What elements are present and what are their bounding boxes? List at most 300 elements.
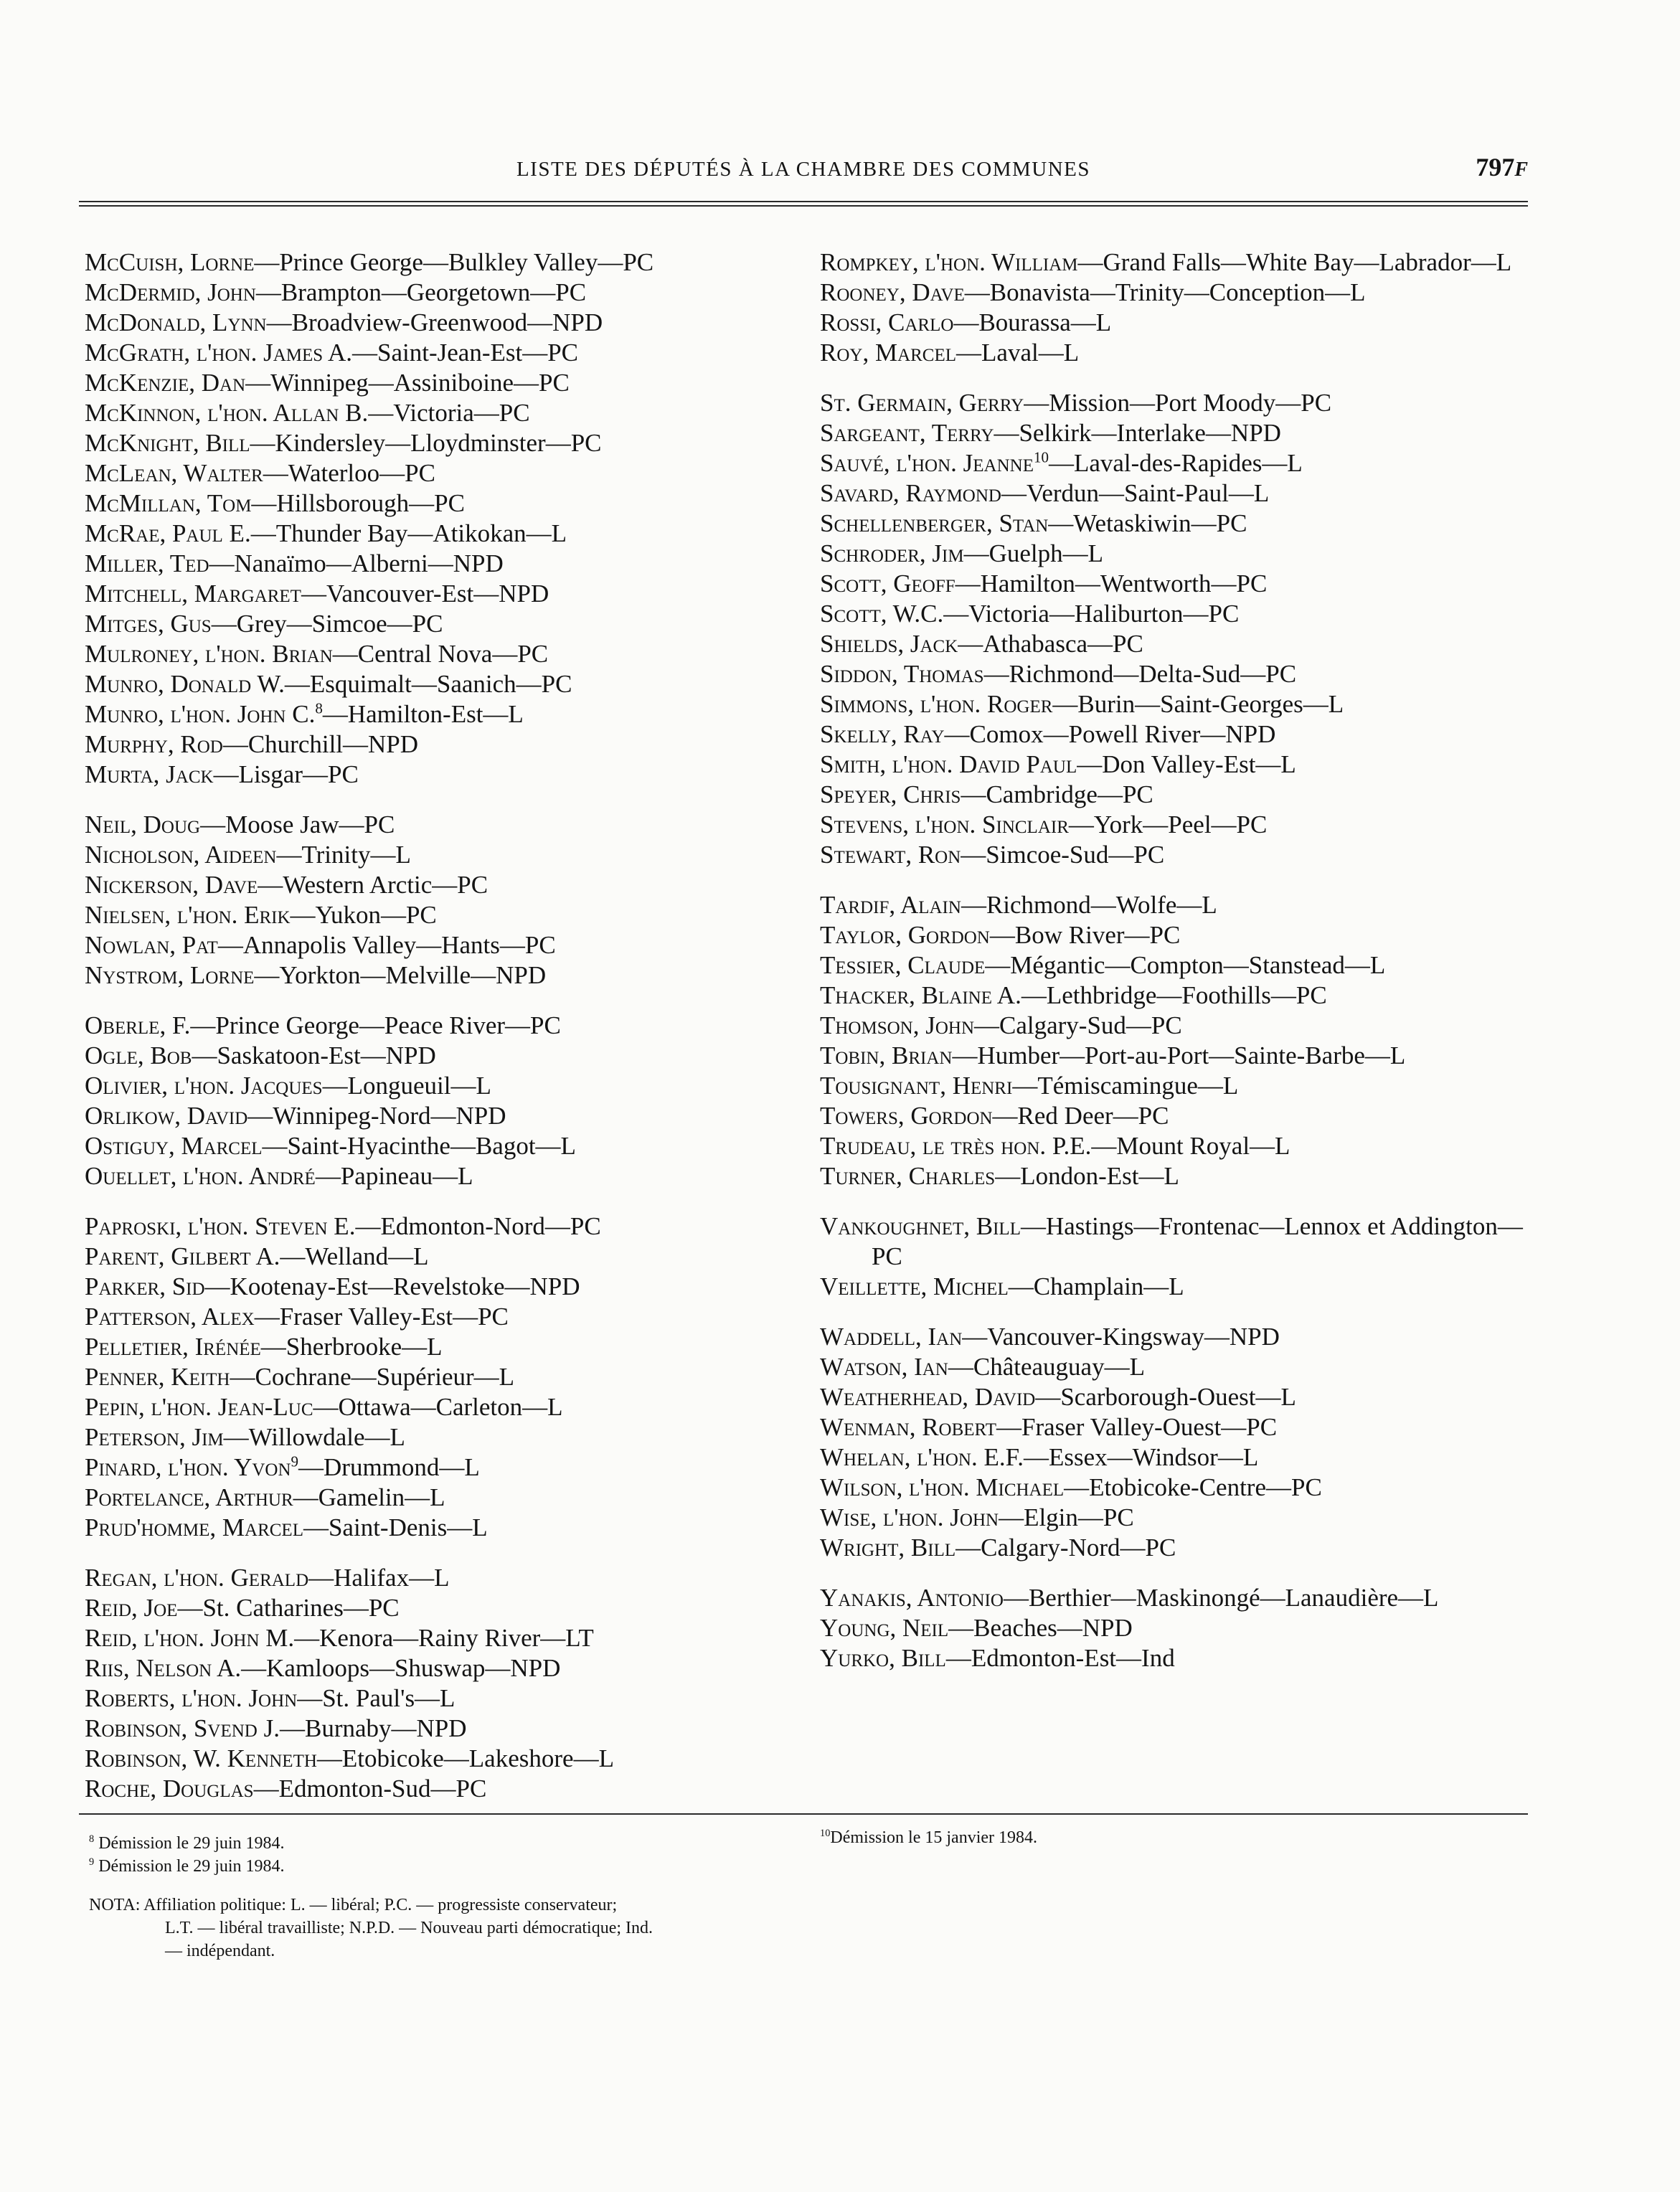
riding-party: —Saint-Denis—L: [303, 1513, 488, 1541]
member-name: Pinard, l'hon. Yvon: [85, 1453, 291, 1481]
riding-party: —Yukon—PC: [290, 901, 437, 929]
member-entry: [820, 247, 1530, 278]
member-name: Patterson, Alex: [85, 1303, 255, 1331]
member-entry: [85, 549, 802, 579]
member-name: McKnight, Bill: [85, 429, 250, 457]
member-name: Neil, Doug: [85, 811, 201, 838]
footnote-rule: [79, 1813, 1528, 1815]
riding-party: —Essex—Windsor—L: [1024, 1443, 1259, 1471]
member-name: Robinson, W. Kenneth: [85, 1744, 317, 1772]
member-entry: [85, 669, 802, 699]
member-entry: [85, 1714, 802, 1744]
member-entry: [85, 810, 802, 840]
riding-party: —Wetaskiwin—PC: [1048, 509, 1247, 537]
riding-party: —Champlain—L: [1008, 1272, 1184, 1300]
member-name: Portelance, Arthur: [85, 1483, 293, 1511]
member-group: [820, 1583, 1530, 1673]
riding-party: —Kenora—Rainy River—LT: [294, 1624, 594, 1652]
member-entry: [820, 1272, 1530, 1302]
member-entry: [85, 1483, 802, 1513]
member-name: Stevens, l'hon. Sinclair: [820, 811, 1069, 838]
member-name: Mitges, Gus: [85, 610, 212, 638]
member-name: Scott, W.C.: [820, 600, 944, 628]
member-entry: [85, 1242, 802, 1272]
member-entry: [85, 579, 802, 609]
member-name: Tousignant, Henri: [820, 1072, 1013, 1100]
member-name: McDermid, John: [85, 278, 256, 306]
member-group: [85, 810, 802, 991]
member-name: Ostiguy, Marcel: [85, 1132, 263, 1160]
riding-party: —Selkirk—Interlake—NPD: [994, 419, 1281, 447]
riding-party: —Fraser Valley-Ouest—PC: [996, 1413, 1278, 1441]
member-name: Young, Neil: [820, 1614, 949, 1642]
riding-party: —Châteauguay—L: [948, 1353, 1145, 1381]
member-group: [820, 890, 1530, 1191]
riding-party: —Winnipeg—Assiniboine—PC: [245, 369, 570, 397]
footnote-ref: 8: [315, 699, 323, 717]
member-entry: [85, 368, 802, 398]
member-entry: [820, 1161, 1530, 1191]
member-name: Reid, l'hon. John M.: [85, 1624, 295, 1652]
riding-party: —Brampton—Georgetown—PC: [255, 278, 587, 306]
member-name: Sargeant, Terry: [820, 419, 994, 447]
member-name: McDonald, Lynn: [85, 308, 267, 336]
riding-party: —Grey—Simcoe—PC: [211, 610, 443, 638]
member-name: Riis, Nelson A.: [85, 1654, 242, 1682]
page-number: 797F: [1476, 153, 1528, 181]
member-entry: [85, 1161, 802, 1191]
riding-party: —Burin—Saint-Georges—L: [1052, 690, 1344, 718]
member-entry: [85, 1774, 802, 1804]
member-name: McRae, Paul E.: [85, 519, 251, 547]
member-name: Wenman, Robert: [820, 1413, 996, 1441]
riding-party: —Halifax—L: [308, 1564, 450, 1592]
riding-party: —Fraser Valley-Est—PC: [254, 1303, 509, 1331]
member-entry: [85, 960, 802, 991]
member-name: Rooney, Dave: [820, 278, 965, 306]
member-group: [85, 1563, 802, 1804]
riding-party: —Papineau—L: [315, 1162, 473, 1190]
member-entry: [85, 609, 802, 639]
member-name: Skelly, Ray: [820, 720, 945, 748]
riding-party: —Vancouver-Kingsway—NPD: [962, 1323, 1280, 1351]
member-entry: [820, 1613, 1530, 1643]
nota-line: L.T. — libéral travailliste; N.P.D. — Nouveau parti démocratique; Ind.: [165, 1919, 653, 1937]
nota-line: — indépendant.: [165, 1942, 275, 1960]
riding-party: —Simcoe-Sud—PC: [961, 841, 1165, 869]
page-suffix: F: [1514, 159, 1528, 181]
member-name: Yurko, Bill: [820, 1644, 946, 1672]
riding-party: —Trinity—L: [276, 841, 411, 869]
member-entry: [820, 418, 1530, 448]
member-name: Orlikow, David: [85, 1102, 248, 1130]
member-name: Savard, Raymond: [820, 479, 1001, 507]
header-rule-top: [79, 201, 1528, 202]
riding-party: —Broadview-Greenwood—NPD: [266, 308, 603, 336]
member-entry: [85, 729, 802, 760]
member-name: Wise, l'hon. John: [820, 1503, 999, 1531]
member-entry: [85, 760, 802, 790]
member-name: Tessier, Claude: [820, 951, 986, 979]
member-entry: [85, 308, 802, 338]
member-entry: [85, 278, 802, 308]
riding-party: —Yorkton—Melville—NPD: [254, 961, 547, 989]
member-name: Pepin, l'hon. Jean-Luc: [85, 1393, 313, 1421]
member-group: [820, 247, 1530, 368]
member-entry: [820, 1442, 1530, 1473]
riding-party: —Beaches—NPD: [948, 1614, 1133, 1642]
member-name: Munro, l'hon. John C.: [85, 700, 316, 728]
riding-party: —Edmonton-Nord—PC: [355, 1212, 601, 1240]
riding-party: —Verdun—Saint-Paul—L: [1001, 479, 1270, 507]
member-entry: [820, 448, 1530, 478]
member-entry: [85, 1131, 802, 1161]
member-entry: [85, 1211, 802, 1242]
riding-party: —Ottawa—Carleton—L: [313, 1393, 563, 1421]
riding-party: —Bow River—PC: [989, 921, 1181, 949]
member-name: Munro, Donald W.: [85, 670, 285, 698]
riding-party: —Thunder Bay—Atikokan—L: [250, 519, 567, 547]
member-name: Reid, Joe: [85, 1594, 178, 1622]
member-entry: [820, 1071, 1530, 1101]
riding-party: —Waterloo—PC: [263, 459, 435, 487]
member-entry: [85, 398, 802, 428]
member-entry: [820, 1643, 1530, 1673]
member-entry: [820, 1352, 1530, 1382]
member-entry: [820, 509, 1530, 539]
member-entry: [85, 930, 802, 960]
member-name: Shields, Jack: [820, 630, 958, 658]
member-name: Siddon, Thomas: [820, 660, 984, 688]
member-entry: [85, 1332, 802, 1362]
member-entry: [820, 780, 1530, 810]
member-entry: [85, 1623, 802, 1653]
member-name: Sauvé, l'hon. Jeanne: [820, 449, 1034, 477]
member-entry: [820, 1101, 1530, 1131]
footnote: $^9$ Démission le 29 juin 1984.: [89, 1856, 285, 1876]
member-entry: [85, 1071, 802, 1101]
right-column: [820, 247, 1530, 1693]
member-name: Taylor, Gordon: [820, 921, 990, 949]
member-name: Pelletier, Irénée: [85, 1333, 261, 1361]
page-title: LISTE DES DÉPUTÉS À LA CHAMBRE DES COMMUNES: [516, 158, 1091, 181]
riding-party: —Drummond—L: [298, 1453, 480, 1481]
riding-party: —Vancouver-Est—NPD: [301, 580, 549, 608]
riding-party: —Richmond—Delta-Sud—PC: [983, 660, 1297, 688]
member-entry: [820, 308, 1530, 338]
member-entry: [85, 1302, 802, 1332]
member-name: Whelan, l'hon. E.F.: [820, 1443, 1024, 1471]
member-entry: [820, 890, 1530, 920]
member-entry: [85, 1452, 802, 1483]
riding-party: —Mission—Port Moody—PC: [1024, 389, 1332, 417]
member-entry: [820, 750, 1530, 780]
member-name: Veillette, Michel: [820, 1272, 1009, 1300]
member-name: McCuish, Lorne: [85, 248, 255, 276]
member-entry: [820, 1503, 1530, 1533]
member-name: Thomson, John: [820, 1011, 975, 1039]
member-name: McKenzie, Dan: [85, 369, 246, 397]
member-name: Tobin, Brian: [820, 1041, 953, 1069]
riding-party: —Victoria—PC: [368, 399, 530, 427]
member-entry: [85, 1392, 802, 1422]
member-entry: [820, 278, 1530, 308]
member-name: McGrath, l'hon. James A.: [85, 339, 353, 367]
member-name: Weatherhead, David: [820, 1383, 1036, 1411]
header-rule-bottom: [79, 205, 1528, 207]
page-header: [79, 152, 1528, 195]
riding-party: —Gamelin—L: [293, 1483, 445, 1511]
member-entry: [85, 1041, 802, 1071]
member-entry: [820, 689, 1530, 719]
riding-party: —Central Nova—PC: [332, 640, 549, 668]
riding-party: —Hamilton-Est—L: [322, 700, 524, 728]
member-name: Roche, Douglas: [85, 1775, 254, 1803]
member-name: Peterson, Jim: [85, 1423, 224, 1451]
member-entry: [85, 900, 802, 930]
member-entry: [820, 629, 1530, 659]
riding-party: —Richmond—Wolfe—L: [961, 891, 1217, 919]
footnotes-left: [89, 1832, 285, 1878]
member-name: Nystrom, Lorne: [85, 961, 255, 989]
member-name: Watson, Ian: [820, 1353, 948, 1381]
member-entry: [820, 388, 1530, 418]
riding-party: —Welland—L: [280, 1242, 429, 1270]
riding-party: —Edmonton-Est—Ind: [945, 1644, 1175, 1672]
member-name: Stewart, Ron: [820, 841, 961, 869]
riding-party: —Prince George—Peace River—PC: [190, 1011, 561, 1039]
member-entry: [85, 1101, 802, 1131]
member-name: Rossi, Carlo: [820, 308, 954, 336]
riding-party: —Lisgar—PC: [213, 760, 359, 788]
member-name: Wright, Bill: [820, 1534, 956, 1562]
member-name: Murphy, Rod: [85, 730, 223, 758]
member-entry: [820, 1131, 1530, 1161]
riding-party: —York—Peel—PC: [1068, 811, 1268, 838]
member-entry: [85, 639, 802, 669]
member-name: Yanakis, Antonio: [820, 1584, 1004, 1612]
member-name: Oberle, F.: [85, 1011, 191, 1039]
member-name: Olivier, l'hon. Jacques: [85, 1072, 323, 1100]
member-entry: [820, 810, 1530, 840]
member-name: Tardif, Alain: [820, 891, 961, 919]
riding-party: —Calgary-Sud—PC: [974, 1011, 1182, 1039]
riding-party: —Kootenay-Est—Revelstoke—NPD: [204, 1272, 580, 1300]
riding-party: —Cambridge—PC: [961, 780, 1153, 808]
riding-party: —Kindersley—Lloydminster—PC: [250, 429, 602, 457]
footnote-ref: 9: [291, 1452, 299, 1470]
member-entry: [85, 458, 802, 488]
riding-party: —Prince George—Bulkley Valley—PC: [254, 248, 654, 276]
riding-party: —Lethbridge—Foothills—PC: [1021, 981, 1327, 1009]
member-entry: [85, 247, 802, 278]
member-name: Schroder, Jim: [820, 539, 964, 567]
riding-party: —Comox—Powell River—NPD: [944, 720, 1276, 748]
riding-party: —Calgary-Nord—PC: [955, 1534, 1176, 1562]
member-entry: [820, 478, 1530, 509]
member-name: Smith, l'hon. David Paul: [820, 750, 1077, 778]
member-entry: [820, 338, 1530, 368]
footnote: $^{10}$Démission le 15 janvier 1984.: [820, 1828, 1038, 1847]
footnote-ref: 10: [1033, 448, 1049, 466]
member-entry: [85, 699, 802, 729]
riding-party: —Hastings—Frontenac—Lennox et Addington—PC: [872, 1212, 1523, 1270]
riding-party: —Berthier—Maskinongé—Lanaudière—L: [1003, 1584, 1439, 1612]
member-name: Waddell, Ian: [820, 1323, 963, 1351]
riding-party: —Etobicoke—Lakeshore—L: [316, 1744, 614, 1772]
riding-party: —Esquimalt—Saanich—PC: [284, 670, 572, 698]
member-entry: [85, 1513, 802, 1543]
riding-party: —Hamilton—Wentworth—PC: [955, 570, 1268, 597]
riding-party: —Saint-Jean-Est—PC: [352, 339, 579, 367]
member-name: Wilson, l'hon. Michael: [820, 1473, 1065, 1501]
member-entry: [85, 1744, 802, 1774]
member-entry: [85, 1563, 802, 1593]
member-group: [85, 247, 802, 790]
member-entry: [820, 1011, 1530, 1041]
member-name: Simmons, l'hon. Roger: [820, 690, 1053, 718]
member-entry: [820, 569, 1530, 599]
member-name: Miller, Ted: [85, 549, 209, 577]
riding-party: —Victoria—Haliburton—PC: [943, 600, 1240, 628]
member-entry: [820, 1473, 1530, 1503]
member-name: Roberts, l'hon. John: [85, 1684, 298, 1712]
riding-party: —Moose Jaw—PC: [200, 811, 395, 838]
member-name: Mitchell, Margaret: [85, 580, 301, 608]
member-entry: [820, 659, 1530, 689]
member-name: Prud'homme, Marcel: [85, 1513, 303, 1541]
member-entry: [85, 840, 802, 870]
riding-party: —Elgin—PC: [999, 1503, 1134, 1531]
member-entry: [85, 1593, 802, 1623]
member-name: Regan, l'hon. Gerald: [85, 1564, 309, 1592]
member-entry: [85, 338, 802, 368]
riding-party: —Don Valley-Est—L: [1077, 750, 1296, 778]
riding-party: —Laval-des-Rapides—L: [1048, 449, 1303, 477]
member-name: Turner, Charles: [820, 1162, 996, 1190]
member-name: Speyer, Chris: [820, 780, 961, 808]
member-entry: [820, 1382, 1530, 1412]
riding-party: —Mégantic—Compton—Stanstead—L: [985, 951, 1386, 979]
member-name: McMillan, Tom: [85, 489, 252, 517]
member-name: Scott, Geoff: [820, 570, 955, 597]
member-name: Nielsen, l'hon. Erik: [85, 901, 291, 929]
riding-party: —Burnaby—NPD: [280, 1714, 467, 1742]
member-entry: [85, 1011, 802, 1041]
member-name: Ouellet, l'hon. André: [85, 1162, 316, 1190]
member-entry: [820, 1211, 1530, 1272]
riding-party: —Athabasca—PC: [958, 630, 1143, 658]
member-entry: [820, 539, 1530, 569]
riding-party: —Nanaïmo—Alberni—NPD: [209, 549, 504, 577]
riding-party: —Bonavista—Trinity—Conception—L: [964, 278, 1366, 306]
riding-party: —London-Est—L: [995, 1162, 1179, 1190]
member-name: Nicholson, Aideen: [85, 841, 277, 869]
member-entry: [820, 719, 1530, 750]
member-entry: [85, 1422, 802, 1452]
member-group: [820, 388, 1530, 870]
member-entry: [85, 1362, 802, 1392]
riding-party: —Mount Royal—L: [1091, 1132, 1290, 1160]
member-name: Roy, Marcel: [820, 339, 957, 367]
member-name: Mulroney, l'hon. Brian: [85, 640, 333, 668]
member-name: McLean, Walter: [85, 459, 263, 487]
member-entry: [85, 519, 802, 549]
riding-party: —Saskatoon-Est—NPD: [192, 1041, 436, 1069]
riding-party: —Guelph—L: [963, 539, 1104, 567]
nota-note: [89, 1894, 878, 1962]
riding-party: —Cochrane—Supérieur—L: [230, 1363, 515, 1391]
member-entry: [820, 981, 1530, 1011]
member-entry: [820, 599, 1530, 629]
footnotes-right: [820, 1826, 1037, 1849]
member-name: Rompkey, l'hon. William: [820, 248, 1078, 276]
member-name: Penner, Keith: [85, 1363, 230, 1391]
member-group: [85, 1011, 802, 1191]
riding-party: —Etobicoke-Centre—PC: [1064, 1473, 1322, 1501]
riding-party: —Saint-Hyacinthe—Bagot—L: [262, 1132, 576, 1160]
member-entry: [85, 1653, 802, 1683]
riding-party: —Winnipeg-Nord—NPD: [247, 1102, 506, 1130]
member-name: McKinnon, l'hon. Allan B.: [85, 399, 369, 427]
member-entry: [820, 1583, 1530, 1613]
member-entry: [820, 1412, 1530, 1442]
member-entry: [85, 1272, 802, 1302]
member-name: St. Germain, Gerry: [820, 389, 1024, 417]
member-name: Paproski, l'hon. Steven E.: [85, 1212, 356, 1240]
member-entry: [820, 1533, 1530, 1563]
member-entry: [820, 1322, 1530, 1352]
member-name: Trudeau, le très hon. P.E.: [820, 1132, 1092, 1160]
riding-party: —St. Catharines—PC: [177, 1594, 400, 1622]
member-name: Parent, Gilbert A.: [85, 1242, 280, 1270]
member-name: Ogle, Bob: [85, 1041, 192, 1069]
riding-party: —Edmonton-Sud—PC: [253, 1775, 487, 1803]
member-name: Murta, Jack: [85, 760, 214, 788]
member-group: [820, 1211, 1530, 1302]
member-group: [820, 1322, 1530, 1563]
member-name: Towers, Gordon: [820, 1102, 993, 1130]
riding-party: —Western Arctic—PC: [258, 871, 489, 899]
member-entry: [820, 1041, 1530, 1071]
riding-party: —Willowdale—L: [223, 1423, 405, 1451]
member-name: Vankoughnet, Bill: [820, 1212, 1021, 1240]
riding-party: —Laval—L: [956, 339, 1080, 367]
riding-party: —Bourassa—L: [953, 308, 1112, 336]
riding-party: —Sherbrooke—L: [260, 1333, 443, 1361]
left-column: [85, 247, 802, 1824]
nota-line: NOTA: Affiliation politique: L. — libéral; P.C. — progressiste conservateur;: [89, 1896, 618, 1914]
member-name: Thacker, Blaine A.: [820, 981, 1021, 1009]
riding-party: —Red Deer—PC: [992, 1102, 1169, 1130]
member-entry: [85, 428, 802, 458]
member-entry: [820, 950, 1530, 981]
riding-party: —Scarborough-Ouest—L: [1035, 1383, 1296, 1411]
riding-party: —Churchill—NPD: [222, 730, 419, 758]
member-entry: [820, 920, 1530, 950]
riding-party: —Annapolis Valley—Hants—PC: [217, 931, 556, 959]
member-name: Nowlan, Pat: [85, 931, 218, 959]
member-entry: [85, 1683, 802, 1714]
riding-party: —Humber—Port-au-Port—Sainte-Barbe—L: [952, 1041, 1406, 1069]
riding-party: —Kamloops—Shuswap—NPD: [241, 1654, 561, 1682]
member-entry: [85, 870, 802, 900]
member-group: [85, 1211, 802, 1543]
member-name: Nickerson, Dave: [85, 871, 258, 899]
footnote: $^8$ Démission le 29 juin 1984.: [89, 1833, 285, 1853]
member-entry: [820, 840, 1530, 870]
member-name: Robinson, Svend J.: [85, 1714, 280, 1742]
